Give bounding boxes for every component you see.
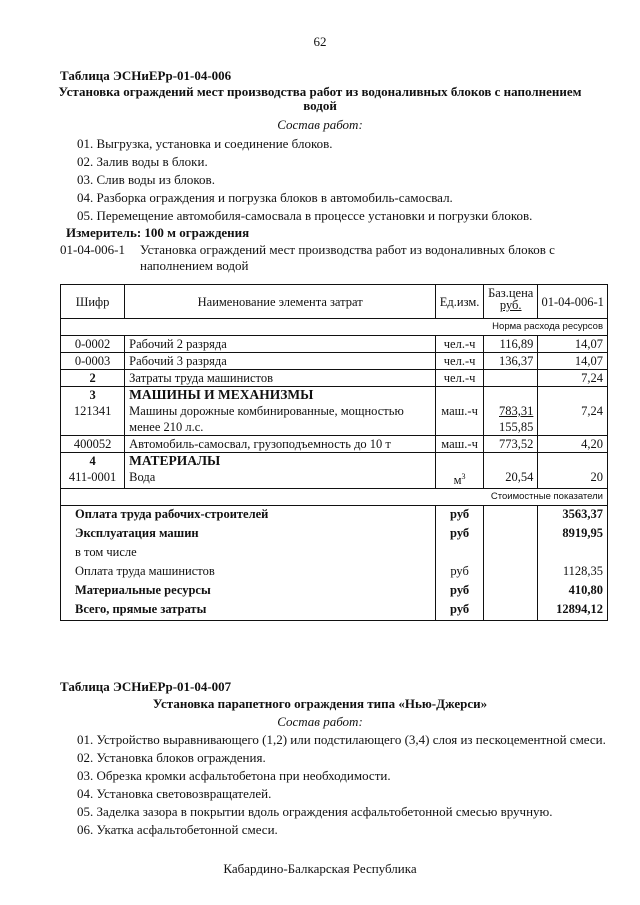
table-row bbox=[61, 353, 608, 370]
row-unit: маш.-ч bbox=[436, 403, 484, 436]
table1-work-item: 03. Слив воды из блоков. bbox=[77, 172, 215, 187]
table2-caption: Таблица ЭСНиЕРр-01-04-007 bbox=[60, 679, 232, 694]
header-price-line2: руб. bbox=[499, 298, 522, 312]
table2-title: Установка парапетного ограждения типа «Нью-Джерси» bbox=[152, 696, 488, 711]
summary-value: 1128,35 bbox=[538, 563, 608, 582]
summary-row bbox=[61, 506, 608, 525]
header-name: Наименование элемента затрат bbox=[125, 285, 436, 319]
table1-work-item: 01. Выгрузка, установка и соединение блоков. bbox=[77, 136, 333, 151]
section-title: МАТЕРИАЛЫ bbox=[125, 453, 436, 470]
summary-name: Всего, прямые затраты bbox=[61, 601, 436, 621]
row-value: 7,24 bbox=[538, 370, 608, 387]
table2-work-item: 03. Обрезка кромки асфальтобетона при необходимости. bbox=[77, 768, 391, 783]
summary-value: 3563,37 bbox=[538, 506, 608, 525]
row-code: 411-0001 bbox=[61, 469, 125, 489]
summary-unit: руб bbox=[436, 601, 484, 621]
table2-work-item: 05. Заделка зазора в покрытии вдоль ограждения асфальтобетонной смесью вручную. bbox=[77, 804, 553, 819]
table1-meter: Измеритель: 100 м ограждения bbox=[66, 225, 250, 240]
summary-value: 8919,95 bbox=[538, 525, 608, 544]
unit-text: м bbox=[453, 473, 462, 488]
row-unit bbox=[436, 469, 484, 489]
header-cipher: Шифр bbox=[61, 285, 125, 319]
table-row bbox=[61, 403, 608, 436]
row-unit: чел.-ч bbox=[436, 336, 484, 353]
summary-unit: руб bbox=[436, 563, 484, 582]
row-price: 773,52 bbox=[484, 436, 538, 453]
table2-work-item: 04. Установка световозвращателей. bbox=[77, 786, 272, 801]
table2-work-item: 06. Укатка асфальтобетонной смеси. bbox=[77, 822, 278, 837]
row-code: 0-0002 bbox=[61, 336, 125, 353]
summary-row bbox=[61, 582, 608, 601]
page-number: 62 bbox=[313, 34, 327, 49]
table-section-row bbox=[61, 453, 608, 470]
summary-row bbox=[61, 525, 608, 544]
summary-name: Оплата труда машинистов bbox=[61, 563, 436, 582]
table1-title-line1: Установка ограждений мест производства работ из водоналивных блоков с наполнением bbox=[58, 84, 582, 99]
table-row bbox=[61, 469, 608, 489]
row-code: 2 bbox=[61, 370, 125, 387]
header-col5: 01-04-006-1 bbox=[538, 285, 608, 319]
row-unit: чел.-ч bbox=[436, 370, 484, 387]
row-price-main: 783,31 bbox=[499, 404, 534, 418]
cost-label-row bbox=[61, 489, 608, 506]
table1-work-item: 02. Залив воды в блоки. bbox=[77, 154, 208, 169]
table-row bbox=[61, 336, 608, 353]
row-value: 4,20 bbox=[538, 436, 608, 453]
summary-row bbox=[61, 601, 608, 621]
row-value: 14,07 bbox=[538, 353, 608, 370]
row-name: Затраты труда машинистов bbox=[125, 370, 436, 387]
unit-superscript: 3 bbox=[461, 472, 466, 481]
row-name: Вода bbox=[125, 469, 436, 489]
row-value: 7,24 bbox=[538, 403, 608, 436]
summary-value: 12894,12 bbox=[538, 601, 608, 621]
row-unit: маш.-ч bbox=[436, 436, 484, 453]
row-name: Рабочий 2 разряда bbox=[125, 336, 436, 353]
header-price bbox=[484, 285, 538, 319]
summary-row bbox=[61, 563, 608, 582]
summary-value: 410,80 bbox=[538, 582, 608, 601]
row-unit: чел.-ч bbox=[436, 353, 484, 370]
row-price bbox=[484, 403, 538, 436]
summary-unit: руб bbox=[436, 582, 484, 601]
table2-works-heading: Состав работ: bbox=[277, 714, 363, 729]
table1-code-desc-line1: Установка ограждений мест производства работ из водоналивных блоков с bbox=[140, 242, 555, 257]
table-section-row bbox=[61, 387, 608, 404]
table1-code-desc-line2: наполнением водой bbox=[140, 258, 249, 273]
table1-code: 01-04-006-1 bbox=[60, 242, 125, 257]
row-price: 116,89 bbox=[484, 336, 538, 353]
summary-name: Материальные ресурсы bbox=[61, 582, 436, 601]
table1-work-item: 05. Перемещение автомобиля-самосвала в процессе установки и погрузки блоков. bbox=[77, 208, 533, 223]
table2-work-item: 01. Устройство выравнивающего (1,2) или подстилающего (3,4) слоя из пескоцементной смеси. bbox=[77, 732, 606, 747]
norma-row bbox=[61, 319, 608, 336]
row-name: Автомобиль-самосвал, грузоподъемность до 10 т bbox=[125, 436, 436, 453]
summary-unit: руб bbox=[436, 525, 484, 544]
row-code: 3 bbox=[61, 387, 125, 404]
row-price: 20,54 bbox=[484, 469, 538, 489]
table2-work-item: 02. Установка блоков ограждения. bbox=[77, 750, 266, 765]
table-header-row bbox=[61, 285, 608, 319]
row-code: 121341 bbox=[61, 403, 125, 436]
section-title: МАШИНЫ И МЕХАНИЗМЫ bbox=[125, 387, 436, 404]
resource-table bbox=[60, 284, 608, 621]
summary-name: Оплата труда рабочих-строителей bbox=[61, 506, 436, 525]
row-code: 4 bbox=[61, 453, 125, 470]
page-footer: Кабардино-Балкарская Республика bbox=[223, 861, 417, 876]
row-price: 136,37 bbox=[484, 353, 538, 370]
summary-row bbox=[61, 544, 608, 563]
table1-work-item: 04. Разборка ограждения и погрузка блоков в автомобиль-самосвал. bbox=[77, 190, 453, 205]
summary-name: Эксплуатация машин bbox=[61, 525, 436, 544]
row-price-secondary: 155,85 bbox=[499, 420, 534, 434]
row-code: 400052 bbox=[61, 436, 125, 453]
table-row bbox=[61, 436, 608, 453]
row-code: 0-0003 bbox=[61, 353, 125, 370]
row-value: 20 bbox=[538, 469, 608, 489]
header-price-line1: Баз.цена bbox=[488, 286, 534, 300]
summary-unit: руб bbox=[436, 506, 484, 525]
row-name: Машины дорожные комбинированные, мощностью менее 210 л.с. bbox=[125, 403, 436, 436]
row-name: Рабочий 3 разряда bbox=[125, 353, 436, 370]
summary-name: в том числе bbox=[61, 544, 436, 563]
table1-works-heading: Состав работ: bbox=[277, 117, 363, 132]
table1-caption: Таблица ЭСНиЕРр-01-04-006 bbox=[60, 68, 232, 83]
table1-title-line2: водой bbox=[303, 98, 337, 113]
cost-label: Стоимостные показатели bbox=[61, 489, 608, 506]
header-unit: Ед.изм. bbox=[436, 285, 484, 319]
norma-label: Норма расхода ресурсов bbox=[61, 319, 608, 336]
row-price bbox=[484, 370, 538, 387]
table-row bbox=[61, 370, 608, 387]
row-value: 14,07 bbox=[538, 336, 608, 353]
